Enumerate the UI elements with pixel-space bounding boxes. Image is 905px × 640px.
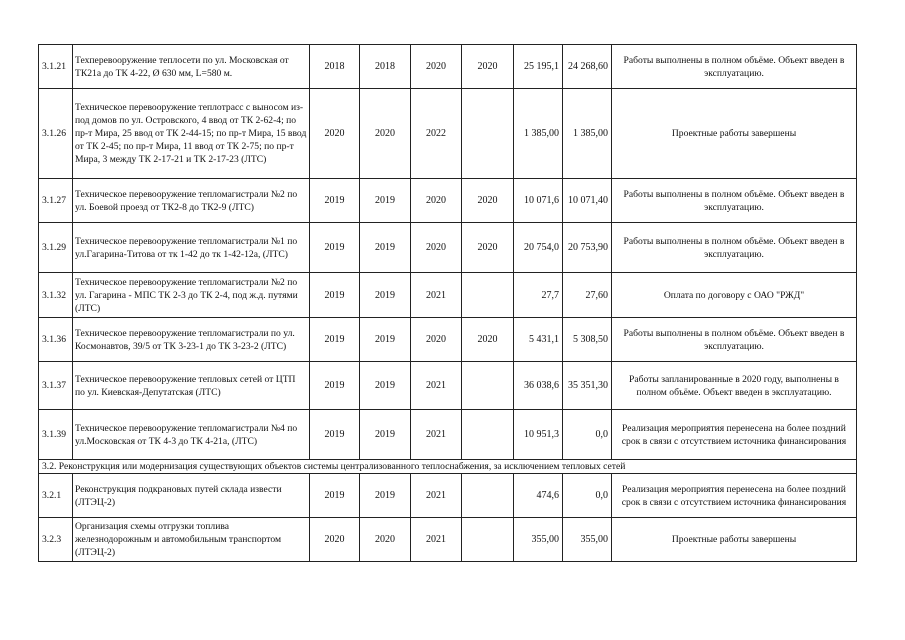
- actual-cost-cell: 20 753,90: [563, 223, 612, 273]
- planned-cost-cell: 1 385,00: [514, 89, 563, 179]
- year-cell: 2018: [360, 45, 411, 89]
- item-number-cell: 3.1.32: [39, 273, 73, 318]
- description-cell: Техническое перевооружение тепломагистрали №1 по ул.Гагарина-Титова от тк 1-42 до тк 1-42-12а, (ЛТС): [73, 223, 310, 273]
- actual-cost-cell: 24 268,60: [563, 45, 612, 89]
- table-row: [39, 273, 857, 318]
- actual-cost-cell: 0,0: [563, 474, 612, 518]
- description-cell: Техническое перевооружение тепломагистрали №4 по ул.Московская от ТК 4-3 до ТК 4-21а, (ЛТС): [73, 410, 310, 460]
- year-cell: 2021: [411, 410, 462, 460]
- actual-cost-cell: 355,00: [563, 518, 612, 562]
- item-number-cell: 3.1.36: [39, 318, 73, 362]
- planned-cost-cell: 474,6: [514, 474, 563, 518]
- actual-cost-cell: 27,60: [563, 273, 612, 318]
- year-cell: 2020: [310, 518, 360, 562]
- year-cell: 2020: [462, 318, 514, 362]
- status-note-cell: Работы выполнены в полном объёме. Объект введен в эксплуатацию.: [612, 318, 857, 362]
- table-body: [39, 45, 857, 562]
- description-cell: Техническое перевооружение тепломагистрали №2 по ул. Гагарина - МПС ТК 2-3 до ТК 2-4, под ж.д. путями (ЛТС): [73, 273, 310, 318]
- year-cell: [462, 518, 514, 562]
- year-cell: 2019: [360, 273, 411, 318]
- planned-cost-cell: 10 951,3: [514, 410, 563, 460]
- status-note-cell: Проектные работы завершены: [612, 89, 857, 179]
- planned-cost-cell: 36 038,6: [514, 362, 563, 410]
- year-cell: 2020: [360, 89, 411, 179]
- description-cell: Техническое перевооружение тепловых сетей от ЦТП по ул. Киевская-Депутатская (ЛТС): [73, 362, 310, 410]
- section-row: [39, 460, 857, 474]
- item-number-cell: 3.2.3: [39, 518, 73, 562]
- table-row: [39, 89, 857, 179]
- status-note-cell: Работы выполнены в полном объёме. Объект введен в эксплуатацию.: [612, 223, 857, 273]
- year-cell: 2019: [310, 318, 360, 362]
- year-cell: 2020: [411, 179, 462, 223]
- year-cell: [462, 410, 514, 460]
- table-row: [39, 318, 857, 362]
- year-cell: 2019: [360, 318, 411, 362]
- planned-cost-cell: 25 195,1: [514, 45, 563, 89]
- item-number-cell: 3.2.1: [39, 474, 73, 518]
- actual-cost-cell: 0,0: [563, 410, 612, 460]
- year-cell: 2018: [310, 45, 360, 89]
- year-cell: 2019: [310, 410, 360, 460]
- year-cell: 2019: [360, 410, 411, 460]
- actual-cost-cell: 35 351,30: [563, 362, 612, 410]
- item-number-cell: 3.1.39: [39, 410, 73, 460]
- description-cell: Реконструкция подкрановых путей склада извести (ЛТЭЦ-2): [73, 474, 310, 518]
- planned-cost-cell: 20 754,0: [514, 223, 563, 273]
- status-note-cell: Реализация мероприятия перенесена на более поздний срок в связи с отсутствием источника финансирования: [612, 474, 857, 518]
- description-cell: Техническое перевооружение тепломагистрали по ул. Космонавтов, 39/5 от ТК 3-23-1 до ТК 3-23-2 (ЛТС): [73, 318, 310, 362]
- planned-cost-cell: 10 071,6: [514, 179, 563, 223]
- year-cell: 2020: [411, 318, 462, 362]
- year-cell: 2021: [411, 518, 462, 562]
- year-cell: [462, 474, 514, 518]
- description-cell: Организация схемы отгрузки топлива железнодорожным и автомобильным транспортом (ЛТЭЦ-2): [73, 518, 310, 562]
- year-cell: [462, 362, 514, 410]
- table-row: [39, 518, 857, 562]
- year-cell: 2021: [411, 362, 462, 410]
- status-note-cell: Проектные работы завершены: [612, 518, 857, 562]
- status-note-cell: Работы выполнены в полном объёме. Объект введен в эксплуатацию.: [612, 179, 857, 223]
- planned-cost-cell: 5 431,1: [514, 318, 563, 362]
- description-cell: Техническое перевооружение теплотрасс с выносом из-под домов по ул. Островского, 4 ввод от ТК 2-62-4; по пр-т Мира, 25 ввод от ТК 2-44-15; по пр-т Мира, 15 ввод от ТК 2-45; по пр-т Мира, 11 ввод от ТК 2-75; по пр-т Мира, 3 между ТК 2-17-21 и ТК 2-17-23 (ЛТС): [73, 89, 310, 179]
- item-number-cell: 3.1.29: [39, 223, 73, 273]
- actual-cost-cell: 10 071,40: [563, 179, 612, 223]
- year-cell: 2019: [310, 223, 360, 273]
- table-row: [39, 362, 857, 410]
- year-cell: 2020: [462, 179, 514, 223]
- planned-cost-cell: 27,7: [514, 273, 563, 318]
- year-cell: 2020: [411, 45, 462, 89]
- status-note-cell: Реализация мероприятия перенесена на более поздний срок в связи с отсутствием источника финансирования: [612, 410, 857, 460]
- item-number-cell: 3.1.26: [39, 89, 73, 179]
- year-cell: [462, 89, 514, 179]
- year-cell: 2019: [310, 362, 360, 410]
- year-cell: 2020: [411, 223, 462, 273]
- year-cell: 2019: [360, 362, 411, 410]
- year-cell: [462, 273, 514, 318]
- planned-cost-cell: 355,00: [514, 518, 563, 562]
- table-row: [39, 474, 857, 518]
- year-cell: 2019: [360, 474, 411, 518]
- year-cell: 2019: [310, 179, 360, 223]
- year-cell: 2020: [462, 45, 514, 89]
- description-cell: Техническое перевооружение тепломагистрали №2 по ул. Боевой проезд от ТК2-8 до ТК2-9 (ЛТС): [73, 179, 310, 223]
- status-note-cell: Работы выполнены в полном объёме. Объект введен в эксплуатацию.: [612, 45, 857, 89]
- item-number-cell: 3.1.27: [39, 179, 73, 223]
- description-cell: Техперевооружение теплосети по ул. Московская от ТК21а до ТК 4-22, Ø 630 мм, L=580 м.: [73, 45, 310, 89]
- investment-program-table: [38, 44, 857, 562]
- year-cell: 2019: [360, 179, 411, 223]
- actual-cost-cell: 1 385,00: [563, 89, 612, 179]
- table-row: [39, 410, 857, 460]
- table-row: [39, 223, 857, 273]
- status-note-cell: Работы запланированные в 2020 году, выполнены в полном объёме. Объект введен в эксплуатацию.: [612, 362, 857, 410]
- table-row: [39, 179, 857, 223]
- year-cell: 2020: [360, 518, 411, 562]
- year-cell: 2020: [310, 89, 360, 179]
- actual-cost-cell: 5 308,50: [563, 318, 612, 362]
- section-heading: 3.2. Реконструкция или модернизация существующих объектов системы централизованного теплоснабжения, за исключением тепловых сетей: [39, 460, 857, 474]
- table-row: [39, 45, 857, 89]
- year-cell: 2019: [310, 474, 360, 518]
- year-cell: 2019: [360, 223, 411, 273]
- item-number-cell: 3.1.37: [39, 362, 73, 410]
- year-cell: 2022: [411, 89, 462, 179]
- item-number-cell: 3.1.21: [39, 45, 73, 89]
- year-cell: 2021: [411, 474, 462, 518]
- year-cell: 2021: [411, 273, 462, 318]
- year-cell: 2019: [310, 273, 360, 318]
- status-note-cell: Оплата по договору с ОАО "РЖД": [612, 273, 857, 318]
- year-cell: 2020: [462, 223, 514, 273]
